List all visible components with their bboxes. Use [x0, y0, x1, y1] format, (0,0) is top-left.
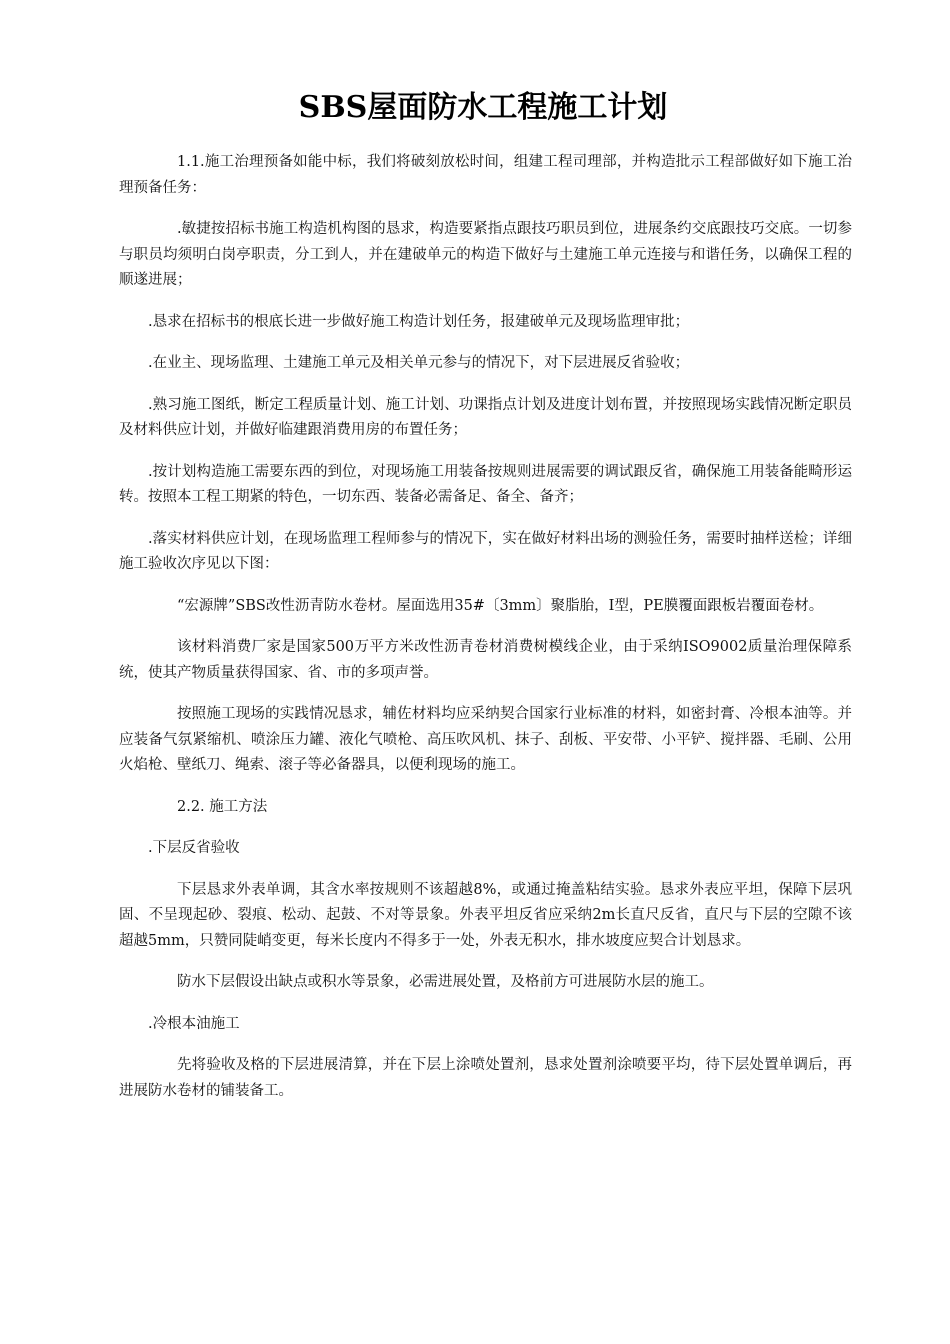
paragraph: 下层恳求外表单调，其含水率按规则不该超越8%，或通过掩盖粘结实验。恳求外表应平坦，保障下层巩固、不呈现起砂、裂痕、松动、起鼓、不对等景象。外表平坦反省应采纳2m长直尺反省，直尺与下层的空隙不该超越5mm，只赞同陡峭变更，每米长度内不得多于一处，外表无积水，排水坡度应契合计划恳求。 [119, 881, 852, 949]
paragraph: .在业主、现场监理、土建施工单元及相关单元参与的情况下，对下层进展反省验收； [148, 355, 690, 371]
paragraph: 该材料消费厂家是国家500万平方米改性沥青卷材消费树模线企业，由于采纳ISO9002质量治理保障系统，使其产物质量获得国家、省、市的多项声誉。 [119, 639, 852, 681]
paragraph: 防水下层假设出缺点或积水等景象，必需进展处置，及格前方可进展防水层的施工。 [177, 974, 714, 990]
paragraph: “宏源牌”SBS改性沥青防水卷材。屋面选用35#〔3mm〕聚脂胎，I型，PE膜覆面跟板岩覆面卷材。 [177, 597, 824, 614]
subsection-heading: .冷根本油施工 [148, 1015, 240, 1032]
paragraph: 按照施工现场的实践情况恳求，辅佐材料均应采纳契合国家行业标准的材料，如密封膏、冷根本油等。并应装备气氛紧缩机、喷涂压力罐、液化气喷枪、高压吹风机、抹子、刮板、平安带、小平铲、搅拌器、毛刷、公用火焰枪、壁纸刀、绳索、滚子等必备器具，以便利现场的施工。 [119, 706, 852, 773]
paragraph: 1.1.施工治理预备如能中标，我们将破刻放松时间，组建工程司理部，并构造批示工程部做好如下施工治理预备任务： [119, 154, 852, 196]
document-body [119, 150, 852, 1120]
paragraph: .按计划构造施工需要东西的到位，对现场施工用装备按规则进展需要的调试跟反省，确保施工用装备能畸形运转。按照本工程工期紧的特色，一切东西、装备必需备足、备全、备齐； [119, 463, 852, 505]
paragraph: .敏捷按招标书施工构造机构图的恳求，构造要紧指点跟技巧职员到位，进展条约交底跟技巧交底。一切参与职员均须明白岗亭职责，分工到人，并在建破单元的构造下做好与土建施工单元连接与和谐任务，以确保工程的顺遂进展； [119, 221, 852, 288]
paragraph: .熟习施工图纸，断定工程质量计划、施工计划、功课指点计划及进度计划布置，并按照现场实践情况断定职员及材料供应计划，并做好临建跟消费用房的布置任务； [119, 396, 852, 438]
document-title: SBS屋面防水工程施工计划 [298, 90, 668, 125]
paragraph: .恳求在招标书的根底长进一步做好施工构造计划任务，报建破单元及现场监理审批； [148, 313, 690, 330]
subsection-heading: .下层反省验收 [148, 840, 240, 856]
paragraph: 先将验收及格的下层进展清算，并在下层上涂喷处置剂，恳求处置剂涂喷要平均，待下层处置单调后，再进展防水卷材的铺装备工。 [119, 1057, 852, 1099]
section-heading: 2.2. 施工方法 [177, 798, 268, 815]
paragraph: .落实材料供应计划，在现场监理工程师参与的情况下，实在做好材料出场的测验任务，需要时抽样送检；详细施工验收次序见以下图： [119, 530, 852, 572]
